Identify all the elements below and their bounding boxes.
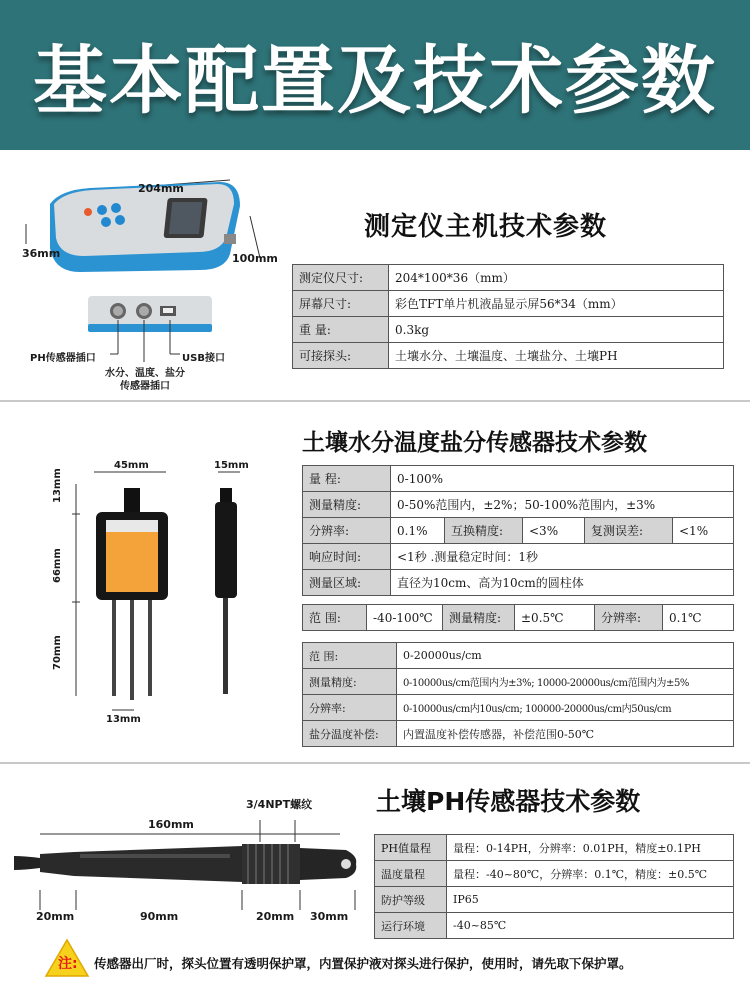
spec-label: 可接探头: — [293, 343, 389, 369]
spec-label: 测量精度: — [443, 605, 515, 631]
spec-value: 0-20000us/cm — [397, 643, 734, 669]
moisture-spec-table — [302, 465, 734, 596]
host-spec-table — [292, 264, 724, 369]
sensor-gap-label: 13mm — [106, 714, 141, 725]
spec-value: <3% — [523, 518, 585, 544]
moisture-port-label-2: 传感器插口 — [120, 381, 170, 392]
spec-label: 防护等级 — [375, 887, 447, 913]
moisture-port-label-1: 水分、温度、盐分 — [105, 368, 185, 379]
table-row — [375, 861, 734, 887]
sensor-top-label: 13mm — [52, 468, 63, 503]
thread-label: 3/4NPT螺纹 — [246, 798, 313, 811]
spec-label: 复测误差: — [585, 518, 673, 544]
sensor-body-label: 66mm — [52, 548, 63, 583]
spec-label: 温度量程 — [375, 861, 447, 887]
spec-label: 屏幕尺寸: — [293, 291, 389, 317]
sensor-width-label: 45mm — [114, 460, 149, 471]
spec-label: 互换精度: — [445, 518, 523, 544]
table-row — [303, 695, 734, 721]
spec-label: 分辨率: — [303, 518, 391, 544]
spec-value: 0-10000us/cm范围内为±3%; 10000-20000us/cm范围内为±5% — [397, 669, 734, 695]
table-row — [293, 291, 724, 317]
section-divider — [0, 400, 750, 402]
spec-value: 0.1℃ — [663, 605, 734, 631]
ph-spec-table — [374, 834, 734, 939]
spec-value: 0-50%范围内，±2%；50-100%范围内，±3% — [391, 492, 734, 518]
warning-label: 注: — [58, 956, 78, 972]
host-height-label: 36mm — [22, 247, 61, 260]
ph-dim-a-label: 20mm — [36, 910, 75, 923]
spec-label: 测量精度: — [303, 492, 391, 518]
spec-label: 范 围: — [303, 605, 367, 631]
soil-sensor-title: 土壤水分温度盐分传感器技术参数 — [302, 430, 647, 456]
section-divider — [0, 762, 750, 764]
spec-value: 量程：-40~80℃，分辨率：0.1℃，精度：±0.5℃ — [447, 861, 734, 887]
spec-label: 运行环境 — [375, 913, 447, 939]
spec-label: 测定仪尺寸: — [293, 265, 389, 291]
soil-sensor-illustration — [60, 460, 260, 730]
ph-port-label: PH传感器插口 — [30, 353, 96, 364]
table-row — [303, 643, 734, 669]
table-row — [375, 835, 734, 861]
spec-label: 盐分温度补偿: — [303, 721, 397, 747]
salinity-spec-table — [302, 642, 734, 747]
ph-sensor-title: 土壤PH传感器技术参数 — [376, 787, 641, 816]
sensor-thickness-label: 15mm — [214, 460, 249, 471]
header-banner — [0, 0, 750, 150]
spec-value: 0-100% — [391, 466, 734, 492]
ph-dim-d-label: 30mm — [310, 910, 349, 923]
spec-label: 测量区域: — [303, 570, 391, 596]
spec-label: 响应时间: — [303, 544, 391, 570]
table-row — [303, 466, 734, 492]
spec-value: -40~85℃ — [447, 913, 734, 939]
ph-dim-b-label: 90mm — [140, 910, 179, 923]
table-row — [293, 265, 724, 291]
table-row — [293, 317, 724, 343]
table-row — [303, 518, 734, 544]
spec-label: 分辨率: — [303, 695, 397, 721]
table-row — [303, 492, 734, 518]
ph-total-length-label: 160mm — [148, 818, 194, 831]
usb-port-label: USB接口 — [182, 353, 225, 364]
spec-value: 内置温度补偿传感器，补偿范围0-50℃ — [397, 721, 734, 747]
spec-value: 量程：0-14PH，分辨率：0.01PH，精度±0.1PH — [447, 835, 734, 861]
table-row — [303, 721, 734, 747]
spec-value: ±0.5℃ — [515, 605, 595, 631]
ph-dim-c-label: 20mm — [256, 910, 295, 923]
spec-label: 重 量: — [293, 317, 389, 343]
table-row — [303, 669, 734, 695]
host-width-label: 204mm — [138, 182, 184, 195]
spec-value: <1秒 .测量稳定时间：1秒 — [391, 544, 734, 570]
spec-value: IP65 — [447, 887, 734, 913]
table-row — [375, 887, 734, 913]
table-row — [303, 544, 734, 570]
sensor-probe-label: 70mm — [52, 635, 63, 670]
table-row — [293, 343, 724, 369]
spec-value: 0-10000us/cm内10us/cm; 100000-20000us/cm内50us/cm — [397, 695, 734, 721]
ph-sensor-illustration — [10, 812, 370, 912]
host-length-label: 100mm — [232, 252, 278, 265]
spec-value: 0.1% — [391, 518, 445, 544]
spec-label: 测量精度: — [303, 669, 397, 695]
page-title: 基本配置及技术参数 — [33, 38, 717, 124]
spec-value: 0.3kg — [389, 317, 724, 343]
table-row — [303, 605, 734, 631]
spec-value: -40-100℃ — [367, 605, 443, 631]
spec-value: 直径为10cm、高为10cm的圆柱体 — [391, 570, 734, 596]
spec-label: 分辨率: — [595, 605, 663, 631]
spec-value: 土壤水分、土壤温度、土壤盐分、土壤PH — [389, 343, 724, 369]
spec-value: <1% — [673, 518, 734, 544]
table-row — [375, 913, 734, 939]
spec-label: 范 围: — [303, 643, 397, 669]
spec-value: 彩色TFT单片机液晶显示屏56*34（mm） — [389, 291, 724, 317]
host-spec-title: 测定仪主机技术参数 — [364, 212, 608, 242]
spec-label: 量 程: — [303, 466, 391, 492]
footer-note: 传感器出厂时，探头位置有透明保护罩，内置保护液对探头进行保护，使用时，请先取下保护罩。 — [94, 956, 632, 971]
temperature-spec-table — [302, 604, 734, 631]
spec-value: 204*100*36（mm） — [389, 265, 724, 291]
spec-label: PH值量程 — [375, 835, 447, 861]
table-row — [303, 570, 734, 596]
